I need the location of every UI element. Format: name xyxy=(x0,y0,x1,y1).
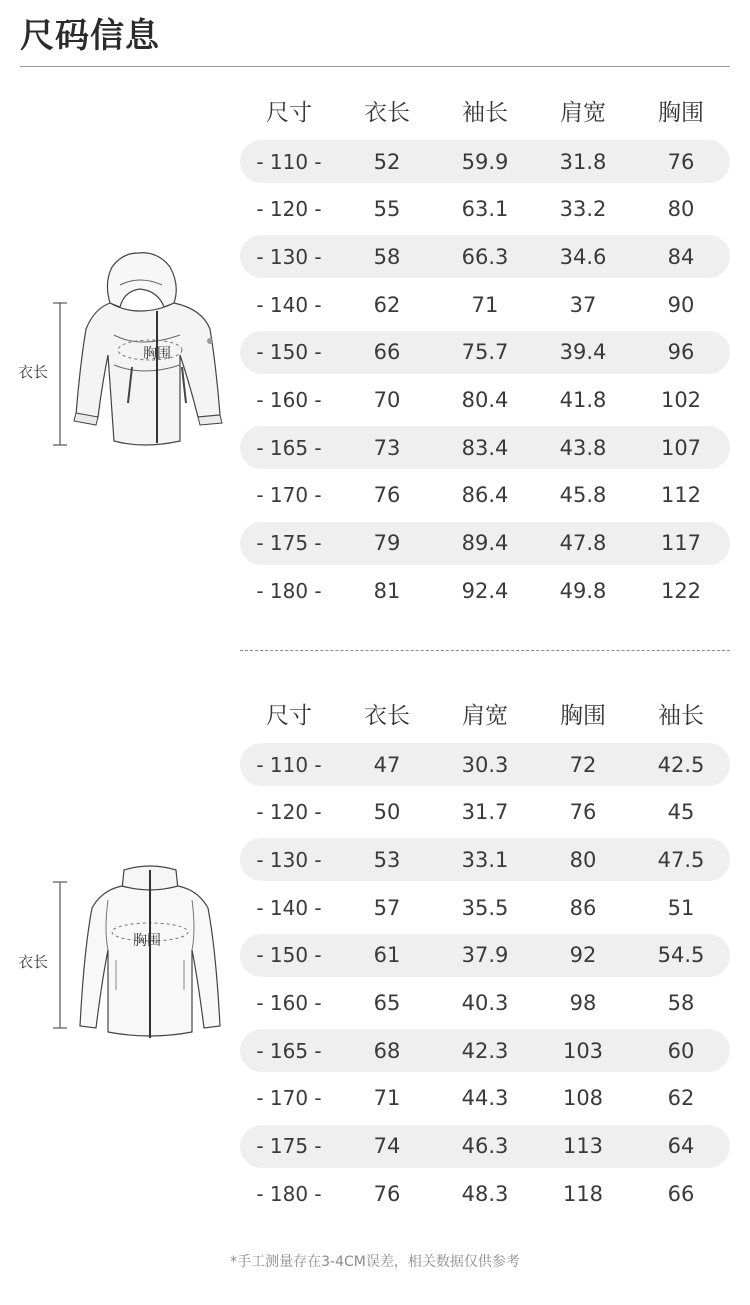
table-row xyxy=(240,886,730,929)
value-cell: 44.3 xyxy=(461,1086,509,1111)
header-chest: 胸围 xyxy=(560,702,606,729)
value-cell: 92.4 xyxy=(461,578,509,603)
length-label: 衣长 xyxy=(18,363,49,381)
value-cell: 43.8 xyxy=(559,435,607,460)
value-cell: 41.8 xyxy=(559,387,607,412)
size-cell: - 140 - xyxy=(256,292,322,317)
table-row xyxy=(240,569,730,612)
table-row xyxy=(240,378,730,421)
size-cell: - 175 - xyxy=(256,1134,322,1158)
value-cell: 50 xyxy=(373,800,401,825)
length-label: 衣长 xyxy=(18,953,49,971)
value-cell: 65 xyxy=(373,990,401,1015)
size-cell: - 130 - xyxy=(256,244,322,269)
size-cell: - 175 - xyxy=(256,531,322,555)
table-row xyxy=(240,188,730,231)
value-cell: 102 xyxy=(660,387,702,412)
table-row xyxy=(240,235,730,278)
size-cell: - 180 - xyxy=(256,1181,322,1206)
value-cell: 73 xyxy=(373,435,401,460)
size-cell: - 110 - xyxy=(256,149,322,174)
value-cell: 76 xyxy=(667,149,695,174)
value-cell: 62 xyxy=(373,292,401,317)
size-cell: - 170 - xyxy=(256,1086,322,1111)
value-cell: 117 xyxy=(660,531,702,555)
value-cell: 47 xyxy=(373,752,401,777)
zip-jacket-illustration xyxy=(40,860,240,1050)
hooded-jacket-drawing xyxy=(40,245,240,455)
value-cell: 68 xyxy=(373,1038,401,1063)
value-cell: 76 xyxy=(373,1181,401,1206)
value-cell: 45 xyxy=(667,800,695,825)
value-cell: 42.3 xyxy=(461,1038,509,1063)
value-cell: 108 xyxy=(562,1086,604,1111)
table-row xyxy=(240,140,730,183)
header-sleeve: 袖长 xyxy=(658,702,704,729)
table-row xyxy=(240,1029,730,1072)
value-cell: 40.3 xyxy=(461,990,509,1015)
value-cell: 39.4 xyxy=(559,340,607,365)
table-row xyxy=(240,331,730,374)
value-cell: 80.4 xyxy=(461,387,509,412)
size-cell: - 120 - xyxy=(256,197,322,222)
table-row xyxy=(240,743,730,786)
value-cell: 58 xyxy=(667,990,695,1015)
value-cell: 89.4 xyxy=(461,531,509,555)
table-row xyxy=(240,1125,730,1168)
value-cell: 122 xyxy=(660,578,702,603)
value-cell: 31.8 xyxy=(559,149,607,174)
header-sleeve: 袖长 xyxy=(462,99,508,126)
title-divider xyxy=(20,66,730,67)
value-cell: 31.7 xyxy=(461,800,509,825)
value-cell: 57 xyxy=(373,895,401,920)
page-title: 尺码信息 xyxy=(20,16,160,56)
measurement-disclaimer: *手工测量存在3-4CM误差，相关数据仅供参考 xyxy=(230,1254,520,1270)
header-length: 衣长 xyxy=(364,702,410,729)
value-cell: 83.4 xyxy=(461,435,509,460)
value-cell: 66.3 xyxy=(461,244,509,269)
size-cell: - 120 - xyxy=(256,800,322,825)
value-cell: 37.9 xyxy=(461,943,509,968)
value-cell: 35.5 xyxy=(461,895,509,920)
value-cell: 79 xyxy=(373,531,401,555)
size-cell: - 150 - xyxy=(256,340,322,365)
value-cell: 81 xyxy=(373,578,401,603)
table-row xyxy=(240,426,730,469)
table-header xyxy=(240,86,730,134)
value-cell: 52 xyxy=(373,149,401,174)
value-cell: 118 xyxy=(562,1181,604,1206)
value-cell: 59.9 xyxy=(461,149,509,174)
value-cell: 107 xyxy=(660,435,702,460)
section-divider xyxy=(240,650,730,651)
value-cell: 61 xyxy=(373,943,401,968)
chest-label: 胸围 xyxy=(133,933,161,949)
table-row xyxy=(240,791,730,834)
value-cell: 80 xyxy=(667,197,695,222)
value-cell: 90 xyxy=(667,292,695,317)
value-cell: 80 xyxy=(569,847,597,872)
table-row xyxy=(240,283,730,326)
value-cell: 75.7 xyxy=(461,340,509,365)
value-cell: 71 xyxy=(373,1086,401,1111)
table-header xyxy=(240,689,730,737)
value-cell: 37 xyxy=(569,292,597,317)
value-cell: 49.8 xyxy=(559,578,607,603)
table-row xyxy=(240,1172,730,1215)
value-cell: 58 xyxy=(373,244,401,269)
value-cell: 74 xyxy=(373,1134,401,1158)
zip-jacket-drawing xyxy=(40,860,240,1050)
size-cell: - 150 - xyxy=(256,943,322,968)
jacket-size-table xyxy=(240,86,730,617)
value-cell: 66 xyxy=(667,1181,695,1206)
value-cell: 84 xyxy=(667,244,695,269)
table-row xyxy=(240,474,730,517)
value-cell: 112 xyxy=(660,483,702,508)
value-cell: 76 xyxy=(373,483,401,508)
value-cell: 47.8 xyxy=(559,531,607,555)
header-chest: 胸围 xyxy=(658,99,704,126)
value-cell: 76 xyxy=(569,800,597,825)
size-cell: - 140 - xyxy=(256,895,322,920)
hooded-jacket-illustration xyxy=(40,245,240,455)
value-cell: 96 xyxy=(667,340,695,365)
table-row xyxy=(240,522,730,565)
size-cell: - 110 - xyxy=(256,752,322,777)
value-cell: 64 xyxy=(667,1134,695,1158)
value-cell: 33.2 xyxy=(559,197,607,222)
header-shoulder: 肩宽 xyxy=(462,702,508,729)
value-cell: 46.3 xyxy=(461,1134,509,1158)
size-cell: - 130 - xyxy=(256,847,322,872)
value-cell: 63.1 xyxy=(461,197,509,222)
table-row xyxy=(240,981,730,1024)
size-cell: - 165 - xyxy=(256,435,322,460)
header-shoulder: 肩宽 xyxy=(560,99,606,126)
header-size: 尺寸 xyxy=(266,702,312,729)
value-cell: 47.5 xyxy=(657,847,705,872)
value-cell: 33.1 xyxy=(461,847,509,872)
size-cell: - 160 - xyxy=(256,387,322,412)
size-cell: - 170 - xyxy=(256,483,322,508)
value-cell: 55 xyxy=(373,197,401,222)
table-row xyxy=(240,838,730,881)
value-cell: 71 xyxy=(471,292,499,317)
table-row xyxy=(240,934,730,977)
value-cell: 66 xyxy=(373,340,401,365)
header-length: 衣长 xyxy=(364,99,410,126)
value-cell: 62 xyxy=(667,1086,695,1111)
value-cell: 53 xyxy=(373,847,401,872)
value-cell: 51 xyxy=(667,895,695,920)
value-cell: 30.3 xyxy=(461,752,509,777)
size-cell: - 180 - xyxy=(256,578,322,603)
value-cell: 45.8 xyxy=(559,483,607,508)
size-cell: - 160 - xyxy=(256,990,322,1015)
table-row xyxy=(240,1077,730,1120)
value-cell: 54.5 xyxy=(657,943,705,968)
value-cell: 72 xyxy=(569,752,597,777)
value-cell: 113 xyxy=(562,1134,604,1158)
value-cell: 98 xyxy=(569,990,597,1015)
value-cell: 42.5 xyxy=(657,752,705,777)
value-cell: 86.4 xyxy=(461,483,509,508)
value-cell: 86 xyxy=(569,895,597,920)
zip-jacket-size-table xyxy=(240,689,730,1220)
value-cell: 60 xyxy=(667,1038,695,1063)
header-size: 尺寸 xyxy=(266,99,312,126)
value-cell: 103 xyxy=(562,1038,604,1063)
value-cell: 70 xyxy=(373,387,401,412)
value-cell: 34.6 xyxy=(559,244,607,269)
value-cell: 92 xyxy=(569,943,597,968)
value-cell: 48.3 xyxy=(461,1181,509,1206)
chest-label: 胸围 xyxy=(143,346,171,362)
size-cell: - 165 - xyxy=(256,1038,322,1063)
